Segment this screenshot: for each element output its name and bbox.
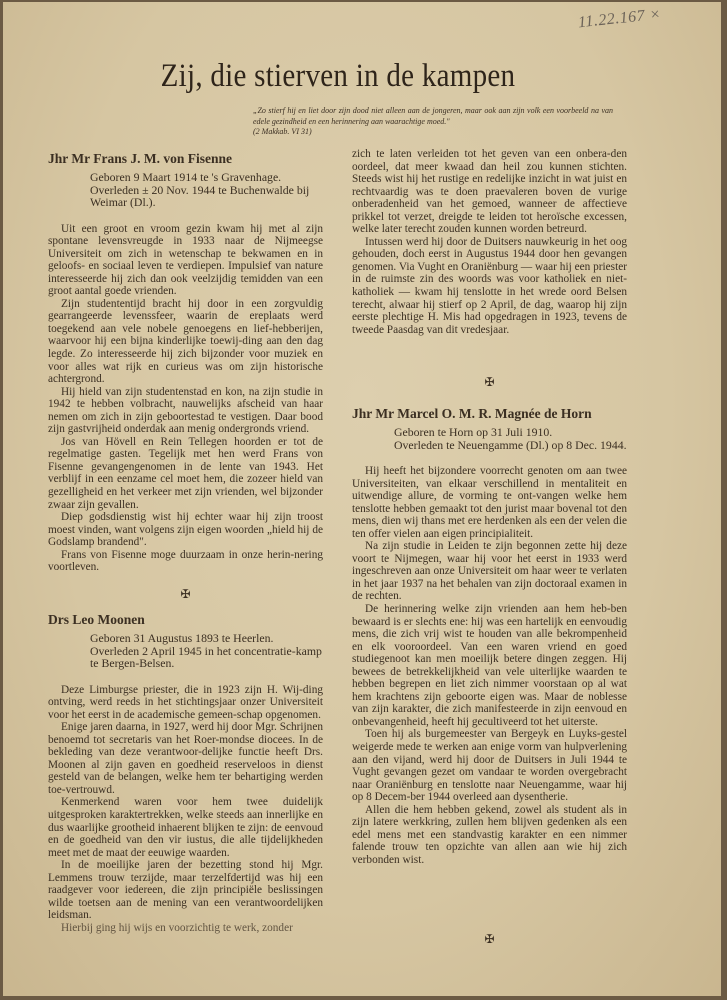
paragraph: Allen die hem hebben gekend, zowel als student als in zijn latere werkkring, zullen hem blijven gedenken als een edel mens met een standvastig karakter en een nimmer falende trouw ten opzichte van allen aan wie hij zich verbonden wist. <box>352 803 627 866</box>
death-line: Overleden 2 April 1945 in het concentratie-kamp te Bergen-Belsen. <box>90 643 322 670</box>
birth-line: Geboren 9 Maart 1914 te 's Gravenhage. <box>90 170 282 184</box>
epigraph <box>253 106 613 138</box>
birth-line: Geboren te Horn op 31 Juli 1910. <box>394 425 553 439</box>
section-heading: Jhr Mr Frans J. M. von Fisenne <box>48 151 232 166</box>
cross-divider-icon: ✠ <box>484 932 495 946</box>
page-title: Zij, die stierven in de kampen <box>160 58 516 94</box>
paragraph: Hij hield van zijn studentenstad en kon, na zijn studie in 1942 te hebben volbracht, nauwelijks afscheid van haar nemen om zich in zijn geboortestad te vestigen. Daar bood zijn gastvrijheid onderdak aan menig ondergronds vriend. <box>48 385 323 436</box>
paragraph: Hierbij ging hij wijs en voorzichtig te werk, zonder <box>61 921 293 934</box>
paragraph: Zijn studententijd bracht hij door in een zorgvuldig gearrangeerde levenssfeer, waarin de ereplaats werd toegekend aan vele nobele genoegens en lief-hebberijen, waarvoor hij een bijna kinderlijke toewij-ding aan den dag legde. Zo interesseerde hij zich bijzonder voor muziek en voor alles wat rijk en curieus was om zijn historische achtergrond. <box>48 297 323 386</box>
paragraph: Deze Limburgse priester, die in 1923 zijn H. Wij-ding ontving, werd reeds in het stichtingsjaar onzer Universiteit voor het eerst in de academische gemeen-schap opgenomen. <box>48 683 323 721</box>
section-heading: Jhr Mr Marcel O. M. R. Magnée de Horn <box>352 406 592 421</box>
paragraph: Enige jaren daarna, in 1927, werd hij door Mgr. Schrijnen benoemd tot secretaris van het Roer-mondse diocees. In de bekleding van deze verantwoor-delijke functie heeft Drs. Moonen al zijn gaven en goedheid reserveloos in dienst gesteld van de belangen, welke hem ter behartiging werden toe-vertrouwd. <box>48 721 323 796</box>
paragraph: Hij heeft het bijzondere voorrecht genoten om aan twee Universiteiten, van elkaar verschillend in mentaliteit en uitwendige allure, de vorming te ont-vangen welke hem tenslotte hebben gemaakt tot den jurist maar bovenal tot den mens, dien wij thans met ere herdenken als een der velen die ten offer vielen aan eigen principialiteit. <box>352 465 627 540</box>
cross-divider-icon: ✠ <box>484 375 495 389</box>
death-line: Overleden ± 20 Nov. 1944 te Buchenwalde bij Weimar (Dl.). <box>90 182 310 209</box>
birth-line: Geboren 31 Augustus 1893 te Heerlen. <box>90 631 274 645</box>
epigraph-text: „Zo stierf hij en liet door zijn dood niet alleen aan de jongeren, maar ook aan zijn volk een voorbeeld na van edele gezindheid en een herinnering aan waarachtige moed." <box>253 106 613 126</box>
cross-divider-icon: ✠ <box>180 587 191 601</box>
handwritten-annotation: 11.22.167 × <box>577 5 662 32</box>
paragraph: Intussen werd hij door de Duitsers nauwkeurig in het oog gehouden, doch eerst in Augustus 1944 door hen gevangen genomen. Via Vught en Oraniënburg — waar hij een priester in de ruimste zin des woords was voor katholiek en niet-katholiek — kwam hij tenslotte in het wrede oord Belsen terecht, alwaar hij stierf op 2 April, de dag, waarop hij zijn eerste plechtige H. Mis had opgedragen in 1923, tevens de tweede Paasdag van dit vredesjaar. <box>352 235 627 336</box>
document-page <box>3 2 721 996</box>
paragraph: Frans von Fisenne moge duurzaam in onze herin-nering voortleven. <box>48 548 323 574</box>
section-moonen-continued <box>352 148 627 336</box>
life-dates <box>394 426 627 451</box>
paragraph: zich te laten verleiden tot het geven van een onbera-den oordeel, dat meer kwaad dan heil zou kunnen stichten. Steeds wist hij het rustige en redelijke inzicht in wat juist en rechtvaardig was te doen praevaleren boven de vurige onberadenheid van het gemoed, wanneer de affectieve prikkel tot verzet, dreigde te leiden tot heroïsche excessen, welke later terecht zouden kunnen worden betreurd. <box>352 148 627 236</box>
life-dates <box>90 632 323 670</box>
paragraph: De herinnering welke zijn vrienden aan hem heb-ben bewaard is er slechts ene: hij was een hartelijk en eenvoudig mens, die zich vrij wist te houden van alle bekrompenheid en elk vooroordeel. Van een waren vriend en goed studiegenoot kan men moeilijk betere dingen zeggen. Hij bewees de betrekkelijkheid van vele uiterlijke waarden te hebben begrepen en liet zich nimmer voorstaan op al wat hem krachtens zijn geboorte eigen was. Maar de noblesse van zijn karakter, die zich manifesteerde in zijn eenvoud en onbevangenheid, heeft hij gecultiveerd tot het uiterste. <box>352 603 627 728</box>
paragraph: Toen hij als burgemeester van Bergeyk en Luyks-gestel weigerde mede te werken aan enige vorm van hulpverlening aan den vijand, werd hij door de Duitsers in Juli 1944 te Vught gevangen gezet om vandaar te worden overgebracht naar Oraniënburg en tenslotte naar Neuengamme, waar hij op 8 Decem-ber 1944 overleed aan dysentherie. <box>352 728 627 804</box>
section-magnee-de-horn <box>352 406 627 867</box>
paragraph: Uit een groot en vroom gezin kwam hij met al zijn spontane levensvreugde in 1933 naar de Nijmeegse Universiteit om zich in wetenschap te bekwamen en in geloofs- en sociaal leven te verdiepen. Impulsief van nature interesseerde hij zich dan ook veelzijdig temidden van een groot aantal goede vrienden. <box>48 222 323 298</box>
section-moonen <box>48 612 323 934</box>
paragraph: In de moeilijke jaren der bezetting stond hij Mgr. Lemmens trouw terzijde, maar terzelfdertijd was hij een raadgever voor iedereen, die zijn principiële beslissingen wilde toetsen aan de mening van een verantwoordelijken leidsman. <box>48 859 323 922</box>
death-line: Overleden te Neuengamme (Dl.) op 8 Dec. 1944. <box>394 437 627 452</box>
section-fisenne <box>48 151 323 574</box>
paragraph: Kenmerkend waren voor hem twee duidelijk uitgesproken karaktertrekken, welke steeds aan innerlijke en dus waarlijke grootheid inhaerent blijken te zijn: de eenvoud en de goedheid van den vir iustus, die alle tijdelijkheden meet met de maat der eeuwige waarden. <box>48 796 323 859</box>
paragraph: Diep godsdienstig wist hij echter waar hij zijn troost moest vinden, want volgens zijn eigen woorden „hield hij de Godslamp brandend". <box>48 511 323 549</box>
epigraph-source: (2 Makkab. VI 31) <box>253 127 312 136</box>
paragraph: Na zijn studie in Leiden te zijn begonnen zette hij deze voort te Nijmegen, waar hij voor het eerst in 1933 werd ingeschreven aan onze Universiteit om haar weer te verlaten in het jaar 1937 na het behalen van zijn doctoraal examen in de rechten. <box>352 540 627 603</box>
life-dates <box>90 171 323 209</box>
section-heading: Drs Leo Moonen <box>48 612 145 627</box>
paragraph: Jos van Hövell en Rein Tellegen hoorden er tot de regelmatige gasten. Tegelijk met hen werd Frans von Fisenne gevangengenomen in de lente van 1943. Het verblijf in een eenzame cel moet hem, die zozeer hield van gezelligheid en het verkeer met zijn vrienden, wel bijzonder zwaar zijn gevallen. <box>48 435 323 511</box>
